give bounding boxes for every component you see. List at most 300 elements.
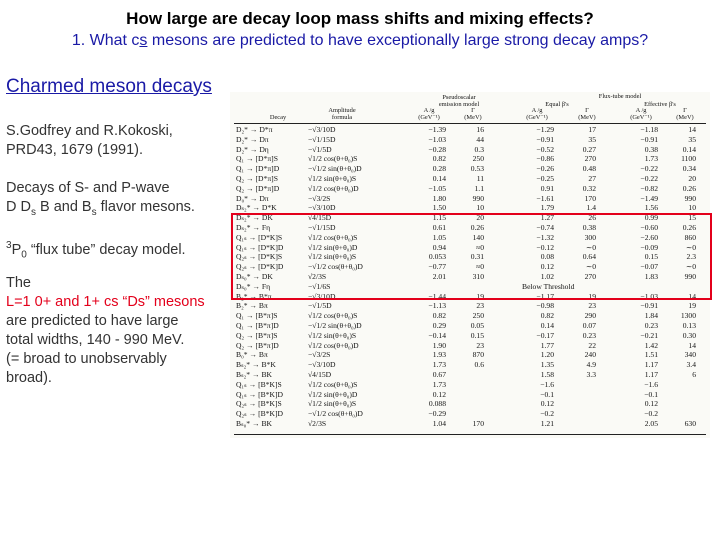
cell-g2: 0.32 bbox=[582, 183, 596, 193]
cell-decay: Q₁ₛ → [B*K]D bbox=[236, 389, 283, 399]
cell-a2: 1.27 bbox=[540, 213, 554, 223]
cell-a3: −0.60 bbox=[640, 223, 658, 232]
cell-g2: 27 bbox=[588, 174, 596, 183]
cell-decay: Q₁ₛ → [D*K]D bbox=[236, 242, 284, 252]
cell-g1: 11 bbox=[476, 174, 484, 183]
cell-a3: −0.09 bbox=[640, 242, 658, 252]
cell-a2: −0.1 bbox=[540, 389, 554, 399]
cell-a3: 1.83 bbox=[644, 272, 658, 281]
col-g1: Γ bbox=[471, 107, 475, 114]
cell-formula: −√1/15D bbox=[308, 223, 336, 232]
cell-g1: ≈0 bbox=[476, 242, 484, 252]
cell-a2: −1.29 bbox=[536, 125, 554, 134]
cell-g3: 1100 bbox=[681, 154, 696, 164]
cell-g1: 0.3 bbox=[474, 144, 484, 154]
cell-a1: 1.90 bbox=[432, 340, 446, 350]
cell-g2: 270 bbox=[584, 154, 596, 164]
cell-a3: −0.82 bbox=[640, 183, 658, 193]
cell-g2: 0.38 bbox=[582, 223, 596, 232]
cell-g1: 170 bbox=[472, 419, 484, 428]
cell-formula: √1/2 cos(θ+θ₀)S bbox=[308, 311, 358, 321]
subtitle-post: mesons are predicted to have exceptionally large strong decay amps? bbox=[147, 32, 649, 49]
cell-a1: −1.05 bbox=[428, 183, 446, 193]
citation bbox=[6, 122, 228, 160]
cell-a2: 1.20 bbox=[540, 350, 554, 360]
cell-a3: −0.91 bbox=[640, 301, 658, 311]
table-row bbox=[230, 203, 710, 213]
slide-title: How large are decay loop mass shifts and mixing effects? bbox=[126, 9, 594, 28]
cell-formula: √1/2 cos(θ+θ₀)D bbox=[308, 340, 359, 350]
table-row bbox=[230, 341, 710, 351]
cell-a1: 0.053 bbox=[428, 252, 446, 262]
decays-line2-a: D D bbox=[6, 199, 31, 215]
cell-g2: 3.3 bbox=[586, 370, 596, 379]
cell-g2: 23 bbox=[588, 301, 596, 311]
cell-formula: √1/2 sin(θ+θ₀)D bbox=[308, 242, 358, 252]
cell-a1: 0.12 bbox=[432, 389, 446, 399]
cell-decay: Bₛ₂* → BK bbox=[236, 370, 273, 379]
cell-g1: 44 bbox=[476, 134, 484, 144]
cell-a3: −1.49 bbox=[640, 193, 658, 203]
cell-formula: −√1/2 sin(θ+θ₀)D bbox=[308, 321, 362, 330]
table-row bbox=[230, 321, 710, 331]
group-effective: Effective β's bbox=[644, 101, 676, 108]
cell-a1: −1.13 bbox=[428, 301, 446, 311]
cell-formula: √1/2 cos(θ+θ₀)S bbox=[308, 232, 358, 242]
cell-a1: 0.82 bbox=[432, 311, 446, 321]
header-rule bbox=[234, 123, 706, 124]
table-row bbox=[230, 360, 710, 370]
cell-a3: −0.21 bbox=[640, 330, 658, 340]
cell-g1: 23 bbox=[476, 301, 484, 311]
cell-decay: Bₛ₂* → B*K bbox=[236, 360, 276, 370]
cell-a1: 1.73 bbox=[432, 379, 446, 389]
group-emission: emission model bbox=[438, 101, 480, 108]
cell-g1: 0.26 bbox=[470, 223, 484, 232]
cell-a3: 1.51 bbox=[644, 350, 658, 360]
cell-g3: 990 bbox=[684, 272, 696, 281]
cell-g3: ∼0 bbox=[685, 262, 696, 272]
decays-sub-s: s bbox=[30, 206, 36, 218]
cell-g3: 19 bbox=[688, 301, 696, 311]
col-a3: A /g bbox=[635, 107, 647, 114]
cell-formula: √1/2 cos(θ+θ₀)S bbox=[308, 154, 358, 164]
cell-a2: −1.61 bbox=[536, 193, 554, 203]
cell-a1: −0.14 bbox=[428, 330, 446, 340]
cell-a2: 1.02 bbox=[540, 272, 554, 281]
cell-decay: Dₛ₀* → Fη bbox=[236, 281, 271, 291]
cell-decay: D₀* → Dπ bbox=[236, 193, 269, 203]
cell-g3: ∼0 bbox=[685, 242, 696, 252]
cell-g2: 0.27 bbox=[582, 144, 596, 154]
cell-a2: 1.58 bbox=[540, 370, 554, 379]
cell-g1: 870 bbox=[472, 350, 484, 360]
cell-g2: 290 bbox=[584, 311, 596, 321]
cell-a3: −1.6 bbox=[644, 379, 658, 389]
group-fluxtube: Flux-tube model bbox=[598, 93, 642, 100]
decays-line2-c: flavor mesons. bbox=[96, 199, 195, 215]
note-line4: (= broad to unobservably bbox=[6, 351, 167, 367]
table-row bbox=[230, 331, 710, 341]
cell-g1: 19 bbox=[476, 291, 484, 301]
cell-a2: −0.17 bbox=[536, 330, 554, 340]
cell-a3: 0.38 bbox=[644, 144, 658, 154]
table-row bbox=[230, 174, 710, 184]
cell-g3: 20 bbox=[688, 174, 696, 183]
note-line5: broad). bbox=[6, 370, 52, 386]
cell-formula: −√3/2S bbox=[308, 193, 331, 203]
cell-a3: 0.15 bbox=[644, 252, 658, 262]
cell-a2: 0.14 bbox=[540, 321, 554, 330]
cell-formula: √1/2 cos(θ+θ₀)D bbox=[308, 183, 359, 193]
cell-a2: −0.91 bbox=[536, 134, 554, 144]
cell-a1: −1.44 bbox=[428, 291, 446, 301]
cell-g3: 3.4 bbox=[686, 360, 696, 370]
section-heading: Charmed meson decays bbox=[6, 76, 212, 97]
cell-g2: 0.64 bbox=[582, 252, 596, 262]
subtitle-underlined: s bbox=[139, 32, 148, 49]
cell-decay: Dₛ₂* → DK bbox=[236, 213, 273, 223]
table-row bbox=[230, 350, 710, 360]
decays-line2-b: B and B bbox=[35, 199, 92, 215]
below-threshold-label: Below Threshold bbox=[522, 281, 575, 291]
model-description bbox=[6, 236, 228, 265]
cell-a1: 1.04 bbox=[432, 419, 446, 428]
cell-g1: 0.15 bbox=[470, 330, 484, 340]
table-row bbox=[230, 370, 710, 380]
cell-g2: 170 bbox=[584, 193, 596, 203]
cell-a3: 0.99 bbox=[644, 213, 658, 223]
cell-a3: −0.22 bbox=[640, 164, 658, 174]
cell-a2: 0.82 bbox=[540, 311, 554, 321]
cell-a1: 1.93 bbox=[432, 350, 446, 360]
col-g1-unit: (MeV) bbox=[464, 114, 482, 121]
cell-g1: 0.05 bbox=[470, 321, 484, 330]
cell-a1: 0.088 bbox=[428, 399, 446, 409]
cell-g2: 240 bbox=[584, 350, 596, 360]
cell-decay: B₀* → Bπ bbox=[236, 350, 268, 360]
cell-decay: Q₂ₛ → [B*K]D bbox=[236, 409, 283, 419]
col-g2-unit: (MeV) bbox=[578, 114, 596, 121]
cell-formula: −√3/2S bbox=[308, 350, 331, 360]
cell-decay: Q₁ → [D*π]S bbox=[236, 154, 278, 164]
cell-decay: D₂* → Dη bbox=[236, 144, 269, 154]
cell-decay: B₂* → B*π bbox=[236, 291, 272, 301]
cell-a1: 1.15 bbox=[432, 213, 446, 223]
cell-formula: √1/2 sin(θ+θ₀)S bbox=[308, 330, 357, 340]
citation-line1: S.Godfrey and R.Kokoski, bbox=[6, 123, 173, 139]
cell-g1: 20 bbox=[476, 213, 484, 223]
cell-a2: 1.77 bbox=[540, 340, 554, 350]
cell-g1: 140 bbox=[472, 232, 484, 242]
cell-g2: 4.9 bbox=[586, 360, 596, 370]
cell-a2: −0.12 bbox=[536, 242, 554, 252]
cell-a1: −1.39 bbox=[428, 125, 446, 134]
cell-a3: −1.03 bbox=[640, 291, 658, 301]
cell-formula: √1/2 cos(θ+θ₀)S bbox=[308, 379, 358, 389]
table-row bbox=[230, 135, 710, 145]
cell-a1: 1.80 bbox=[432, 193, 446, 203]
cell-a2: −0.2 bbox=[540, 409, 554, 419]
col-a2-unit: (GeV⁻¹) bbox=[526, 114, 548, 121]
cell-g1: 990 bbox=[472, 193, 484, 203]
cell-formula: −√1/6S bbox=[308, 281, 331, 291]
cell-g3: 860 bbox=[684, 232, 696, 242]
cell-g1: 10 bbox=[476, 203, 484, 213]
cell-a1: −0.28 bbox=[428, 144, 446, 154]
cell-g3: 14 bbox=[688, 291, 696, 301]
decays-line2 bbox=[6, 198, 228, 222]
cell-a1: −0.77 bbox=[428, 262, 446, 272]
cell-decay: Q₂ → [D*π]S bbox=[236, 174, 278, 183]
cell-decay: Q₁ → [B*π]S bbox=[236, 311, 278, 321]
decays-sub-s2: s bbox=[91, 206, 97, 218]
cell-a1: 1.50 bbox=[432, 203, 446, 213]
cell-decay: Q₂ₛ → [D*K]D bbox=[236, 262, 284, 272]
cell-g3: 340 bbox=[684, 350, 696, 360]
cell-a1: 0.94 bbox=[432, 242, 446, 252]
cell-a1: 0.29 bbox=[432, 321, 446, 330]
table-row bbox=[230, 419, 710, 429]
cell-g1: 1.1 bbox=[474, 183, 484, 193]
group-equal: Equal β's bbox=[545, 101, 569, 108]
cell-g3: 14 bbox=[688, 340, 696, 350]
table-row bbox=[230, 164, 710, 174]
cell-g2: 22 bbox=[588, 340, 596, 350]
cell-g3: 1300 bbox=[680, 311, 696, 321]
cell-g3: 0.26 bbox=[682, 223, 696, 232]
cell-decay: Dₛ₀* → DK bbox=[236, 272, 273, 281]
cell-g1: 310 bbox=[472, 272, 484, 281]
cell-a3: −0.91 bbox=[640, 134, 658, 144]
col-g3: Γ bbox=[683, 107, 687, 114]
col-g3-unit: (MeV) bbox=[676, 114, 694, 121]
cell-a1: 0.28 bbox=[432, 164, 446, 174]
cell-g1: 23 bbox=[476, 340, 484, 350]
cell-decay: Q₂ → [B*π]D bbox=[236, 340, 279, 350]
cell-formula: √1/2 sin(θ+θ₀)S bbox=[308, 399, 357, 409]
col-decay: Decay bbox=[269, 114, 287, 121]
cell-g1: 0.53 bbox=[470, 164, 484, 174]
cell-decay: D₂* → Dπ bbox=[236, 134, 269, 144]
cell-decay: Q₁ → [D*π]D bbox=[236, 164, 280, 174]
cell-a3: 1.73 bbox=[644, 154, 658, 164]
table-row bbox=[230, 145, 710, 155]
cell-a1: 1.73 bbox=[432, 360, 446, 370]
cell-a1: 2.01 bbox=[432, 272, 446, 281]
cell-a2: 1.79 bbox=[540, 203, 554, 213]
cell-a3: −0.2 bbox=[644, 409, 658, 419]
cell-formula: −√1/5D bbox=[308, 144, 332, 154]
cell-a1: 1.05 bbox=[432, 232, 446, 242]
cell-g1: 250 bbox=[472, 311, 484, 321]
cell-g3: 6 bbox=[692, 370, 696, 379]
cell-g2: 17 bbox=[588, 125, 596, 134]
cell-g3: 990 bbox=[684, 193, 696, 203]
cell-a2: −0.98 bbox=[536, 301, 554, 311]
cell-a3: −1.18 bbox=[640, 125, 658, 134]
table-row bbox=[230, 399, 710, 409]
model-sup: 3 bbox=[6, 240, 12, 251]
cell-a2: −0.25 bbox=[536, 174, 554, 183]
cell-a1: −0.29 bbox=[428, 409, 446, 419]
col-a3-unit: (GeV⁻¹) bbox=[630, 114, 652, 121]
cell-g3: 0.30 bbox=[682, 330, 696, 340]
cell-g3: 630 bbox=[684, 419, 696, 428]
bottom-rule bbox=[234, 434, 706, 435]
cell-decay: B₂* → Bπ bbox=[236, 301, 268, 311]
cell-a2: 1.35 bbox=[540, 360, 554, 370]
cell-formula: −√3/10D bbox=[308, 291, 336, 301]
cell-a1: −1.03 bbox=[428, 134, 446, 144]
cell-a2: −0.26 bbox=[536, 164, 554, 174]
cell-a2: 0.91 bbox=[540, 183, 554, 193]
cell-formula: −√1/2 cos(θ+θ₀)D bbox=[308, 409, 363, 419]
cell-a3: −0.22 bbox=[640, 174, 658, 183]
table-row bbox=[230, 380, 710, 390]
cell-g2: 300 bbox=[584, 232, 596, 242]
cell-decay: Q₁ → [B*π]D bbox=[236, 321, 279, 330]
col-amplitude: Amplitude bbox=[328, 107, 356, 114]
cell-formula: √1/2 sin(θ+θ₀)S bbox=[308, 252, 357, 262]
decays-description bbox=[6, 179, 228, 222]
cell-a1: 0.61 bbox=[432, 223, 446, 232]
cell-a2: −1.32 bbox=[536, 232, 554, 242]
cell-decay: Q₂ → [B*π]S bbox=[236, 330, 278, 340]
cell-a3: 0.12 bbox=[644, 399, 658, 409]
cell-g2: 26 bbox=[588, 213, 596, 223]
cell-g3: 0.26 bbox=[682, 183, 696, 193]
cell-a2: −0.86 bbox=[536, 154, 554, 164]
cell-g2: 19 bbox=[588, 291, 596, 301]
cell-decay: Q₁ₛ → [D*K]S bbox=[236, 232, 283, 242]
cell-decay: Dₛ₂* → Fη bbox=[236, 223, 271, 232]
cell-formula: −√1/2 cos(θ+θ₀)D bbox=[308, 262, 363, 272]
cell-a3: 1.84 bbox=[644, 311, 658, 321]
cell-formula: √4/15D bbox=[308, 370, 332, 379]
cell-decay: Q₂ₛ → [D*K]S bbox=[236, 252, 283, 262]
cell-a2: −1.17 bbox=[536, 291, 554, 301]
cell-g2: 0.48 bbox=[582, 164, 596, 174]
col-formula: formula bbox=[331, 114, 353, 121]
col-a1: A /g bbox=[423, 107, 435, 114]
citation-line2: PRD43, 1679 (1991). bbox=[6, 142, 144, 158]
cell-a2: 0.12 bbox=[540, 262, 554, 272]
cell-g3: 0.14 bbox=[682, 144, 696, 154]
table-row bbox=[230, 125, 710, 135]
cell-formula: −√1/5D bbox=[308, 301, 332, 311]
cell-g3: 0.34 bbox=[682, 164, 696, 174]
decays-line1: Decays of S- and P-wave bbox=[6, 180, 170, 196]
cell-g3: 15 bbox=[688, 213, 696, 223]
cell-a3: −0.1 bbox=[644, 389, 658, 399]
cell-g1: 0.6 bbox=[474, 360, 484, 370]
cell-formula: √2/3S bbox=[308, 419, 327, 428]
cell-a3: 1.42 bbox=[644, 340, 658, 350]
cell-g2: 270 bbox=[584, 272, 596, 281]
cell-formula: √2/3S bbox=[308, 272, 327, 281]
cell-decay: Bₛ₀* → BK bbox=[236, 419, 273, 428]
note-line2: are predicted to have large bbox=[6, 313, 179, 329]
cell-formula: −√3/10D bbox=[308, 125, 336, 134]
cell-a1: 0.82 bbox=[432, 154, 446, 164]
cell-decay: D₂* → D*π bbox=[236, 125, 273, 134]
cell-a2: 0.08 bbox=[540, 252, 554, 262]
cell-a1: 0.14 bbox=[432, 174, 446, 183]
cell-g3: 2.3 bbox=[686, 252, 696, 262]
table-row bbox=[230, 154, 710, 164]
table-row bbox=[230, 194, 710, 204]
col-g2: Γ bbox=[585, 107, 589, 114]
cell-g2: 0.07 bbox=[582, 321, 596, 330]
cell-g1: 16 bbox=[476, 125, 484, 134]
cell-a2: −0.52 bbox=[536, 144, 554, 154]
highlight-box bbox=[231, 213, 712, 300]
cell-a2: −1.6 bbox=[540, 379, 554, 389]
cell-formula: √4/15D bbox=[308, 213, 332, 223]
group-pseudoscalar: Pseudoscalar bbox=[442, 94, 476, 101]
table-row bbox=[230, 301, 710, 311]
cell-a3: −0.07 bbox=[640, 262, 658, 272]
cell-g2: ∼0 bbox=[585, 262, 596, 272]
cell-g3: 10 bbox=[688, 203, 696, 213]
cell-a3: 1.17 bbox=[644, 360, 658, 370]
cell-formula: √1/2 sin(θ+θ₀)S bbox=[308, 174, 357, 183]
cell-a2: −0.74 bbox=[536, 223, 554, 232]
cell-decay: Dₛ₂* → D*K bbox=[236, 203, 277, 213]
cell-a3: 1.56 bbox=[644, 203, 658, 213]
cell-formula: −√3/10D bbox=[308, 360, 336, 370]
model-p: P bbox=[11, 241, 22, 258]
cell-g3: 0.13 bbox=[682, 321, 696, 330]
cell-a2: 0.12 bbox=[540, 399, 554, 409]
cell-g1: ≈0 bbox=[476, 262, 484, 272]
table-row bbox=[230, 184, 710, 194]
cell-formula: −√1/15D bbox=[308, 134, 336, 144]
col-a1-unit: (GeV⁻¹) bbox=[418, 114, 440, 121]
slide-subtitle bbox=[0, 32, 720, 50]
table-row bbox=[230, 390, 710, 400]
cell-g2: 0.23 bbox=[582, 330, 596, 340]
cell-formula: −√3/10D bbox=[308, 203, 336, 213]
cell-g1: 250 bbox=[472, 154, 484, 164]
model-sub: 0 bbox=[21, 249, 27, 261]
cell-formula: √1/2 sin(θ+θ₀)D bbox=[308, 389, 358, 399]
note-line3: total widths, 140 - 990 MeV. bbox=[6, 332, 185, 348]
subtitle-pre: 1. What c bbox=[71, 32, 140, 49]
cell-g2: 35 bbox=[588, 134, 596, 144]
col-a2: A /g bbox=[531, 107, 543, 114]
cell-g1: 0.31 bbox=[470, 252, 484, 262]
model-text: “flux tube” decay model. bbox=[26, 241, 186, 258]
table-row bbox=[230, 409, 710, 419]
cell-a3: 1.17 bbox=[644, 370, 658, 379]
cell-g3: 35 bbox=[688, 134, 696, 144]
cell-a2: 1.21 bbox=[540, 419, 554, 428]
cell-a3: 2.05 bbox=[644, 419, 658, 428]
cell-decay: Q₁ₛ → [B*K]S bbox=[236, 379, 282, 389]
table-row bbox=[230, 311, 710, 321]
note-the: The bbox=[6, 275, 31, 291]
cell-g3: 14 bbox=[688, 125, 696, 134]
cell-g2: ∼0 bbox=[585, 242, 596, 252]
cell-a1: 0.67 bbox=[432, 370, 446, 379]
width-note bbox=[6, 274, 228, 388]
cell-decay: Q₂ₛ → [B*K]S bbox=[236, 399, 282, 409]
cell-formula: −√1/2 sin(θ+θ₀)D bbox=[308, 164, 362, 174]
cell-a3: −2.60 bbox=[640, 232, 658, 242]
cell-g2: 1.4 bbox=[586, 203, 596, 213]
